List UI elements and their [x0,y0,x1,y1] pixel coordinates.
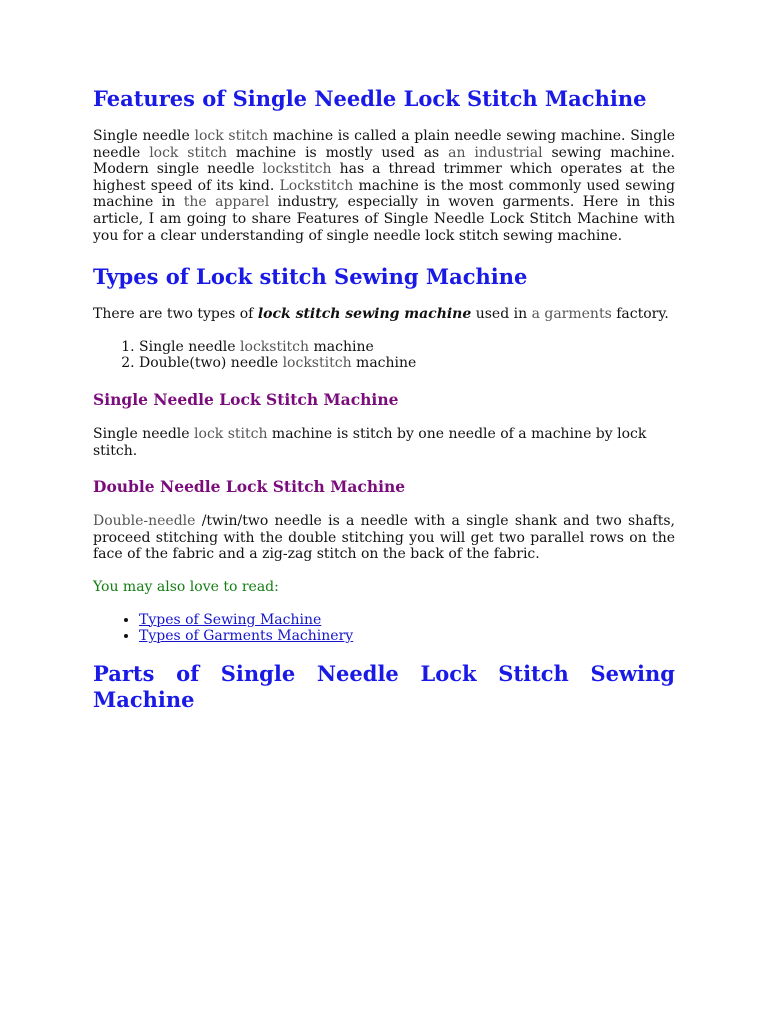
article [93,86,675,713]
types-text: There are two types of [93,306,258,323]
list-item: 2. Double(two) needle lockstitch machine [139,355,675,372]
types-text: factory. [611,306,669,323]
types-emphasis: lock stitch sewing machine [257,306,472,323]
intro-text: machine is the most commonly used sewing machine in [93,177,675,211]
intro-text: has a thread trimmer which operates at the highest speed of its kind. [93,161,675,194]
intro-paragraph [93,128,675,244]
inline-link-lockstitch[interactable]: lockstitch [240,338,310,355]
types-paragraph [93,306,675,323]
also-read-label: You may also love to read: [93,578,279,595]
single-paragraph: Single needle lock stitch machine is stitch by one needle of a machine by lock stitch. [93,425,647,459]
double-paragraph: Double-needle /twin/two needle is a needle with a single shank and two shafts, proceed stitching with the double stitching you will get two parallel rows on the face of the fabric and a zig-zag stitch on the back of the fabric. [93,513,675,563]
list-item [139,612,675,629]
inline-link-lockstitch[interactable]: lockstitch [282,355,352,372]
inline-link-lock-stitch[interactable]: lock stitch [194,128,269,144]
types-text: used in [471,306,532,323]
intro-text: machine is called a plain needle sewing machine. Single needle [93,128,676,161]
inline-link-lockstitch[interactable]: Lockstitch [279,177,354,194]
inline-link-garments[interactable]: a garments [531,306,612,323]
link-types-of-garments-machinery[interactable]: Types of Garments Machinery [139,628,354,645]
heading-parts: Parts of Single Needle Lock Stitch Sewing Machine [93,660,675,712]
heading-single-needle: Single Needle Lock Stitch Machine [93,389,399,409]
intro-text: industry, especially in woven garments. Here in this article, I am going to share Features of Single Needle Lock Stitch Machine with you for a clear understanding of single needle lock stitch sewing machine. [93,194,675,244]
heading-types: Types of Lock stitch Sewing Machine [93,264,528,290]
intro-text: sewing machine. Modern single needle [93,144,675,178]
inline-link-apparel[interactable]: the apparel [183,194,270,211]
inline-link-lockstitch[interactable]: lockstitch [262,161,332,178]
inline-link-lock-stitch[interactable]: lock stitch [149,144,228,161]
heading-features: Features of Single Needle Lock Stitch Machine [93,86,647,111]
list-item [139,628,675,645]
list-item: 1. Single needle lockstitch machine [139,339,675,356]
inline-link-lock-stitch[interactable]: lock stitch [194,425,268,442]
intro-text: Single needle [93,128,195,144]
types-list [93,339,675,372]
inline-link-industrial[interactable]: an industrial [448,144,543,161]
heading-double-needle: Double Needle Lock Stitch Machine [93,477,406,497]
link-types-of-sewing-machine[interactable]: Types of Sewing Machine [139,611,322,628]
intro-text: machine is mostly used as [227,144,449,161]
also-read-list [93,612,675,645]
inline-link-double-needle[interactable]: Double-needle [93,513,196,530]
